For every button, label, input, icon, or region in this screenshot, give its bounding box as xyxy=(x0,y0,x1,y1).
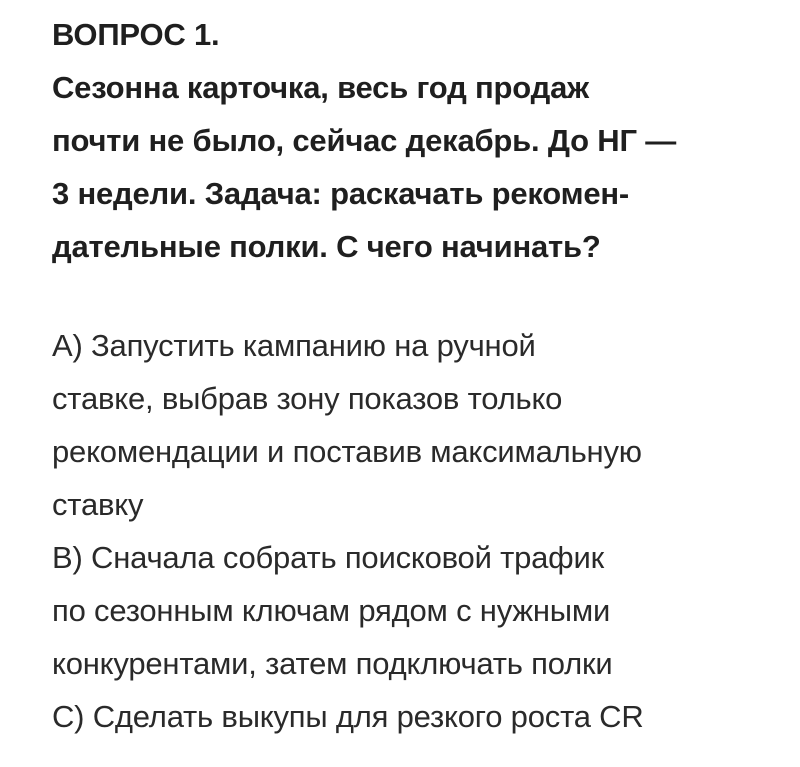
answer-option-a-line: рекомендации и поставив максимальную xyxy=(52,434,642,469)
answer-option-a-line: ставке, выбрав зону показов только xyxy=(52,381,563,416)
question-text-line: 3 недели. Задача: раскачать рекомен- xyxy=(52,176,630,211)
answer-option-b-line: B) Сначала собрать поисковой трафик xyxy=(52,540,604,575)
answer-option-a-line: A) Запустить кампанию на ручной xyxy=(52,328,536,363)
spacer xyxy=(52,273,782,319)
answer-option-b-line: конкурентами, затем подключать полки xyxy=(52,646,613,681)
question-block xyxy=(52,8,782,273)
answer-option-b-line: по сезонным ключам рядом с нужными xyxy=(52,593,611,628)
answers-block xyxy=(52,319,782,743)
question-text-line: Сезонна карточка, весь год продаж xyxy=(52,70,589,105)
answer-option-c-line: C) Сделать выкупы для резкого роста CR xyxy=(52,699,644,734)
answer-option-a-line: ставку xyxy=(52,487,144,522)
question-text-line: дательные полки. С чего начинать? xyxy=(52,229,601,264)
question-text-line: почти не было, сейчас декабрь. До НГ — xyxy=(52,123,677,158)
question-title: ВОПРОС 1. xyxy=(52,17,220,52)
question-card xyxy=(52,8,782,743)
